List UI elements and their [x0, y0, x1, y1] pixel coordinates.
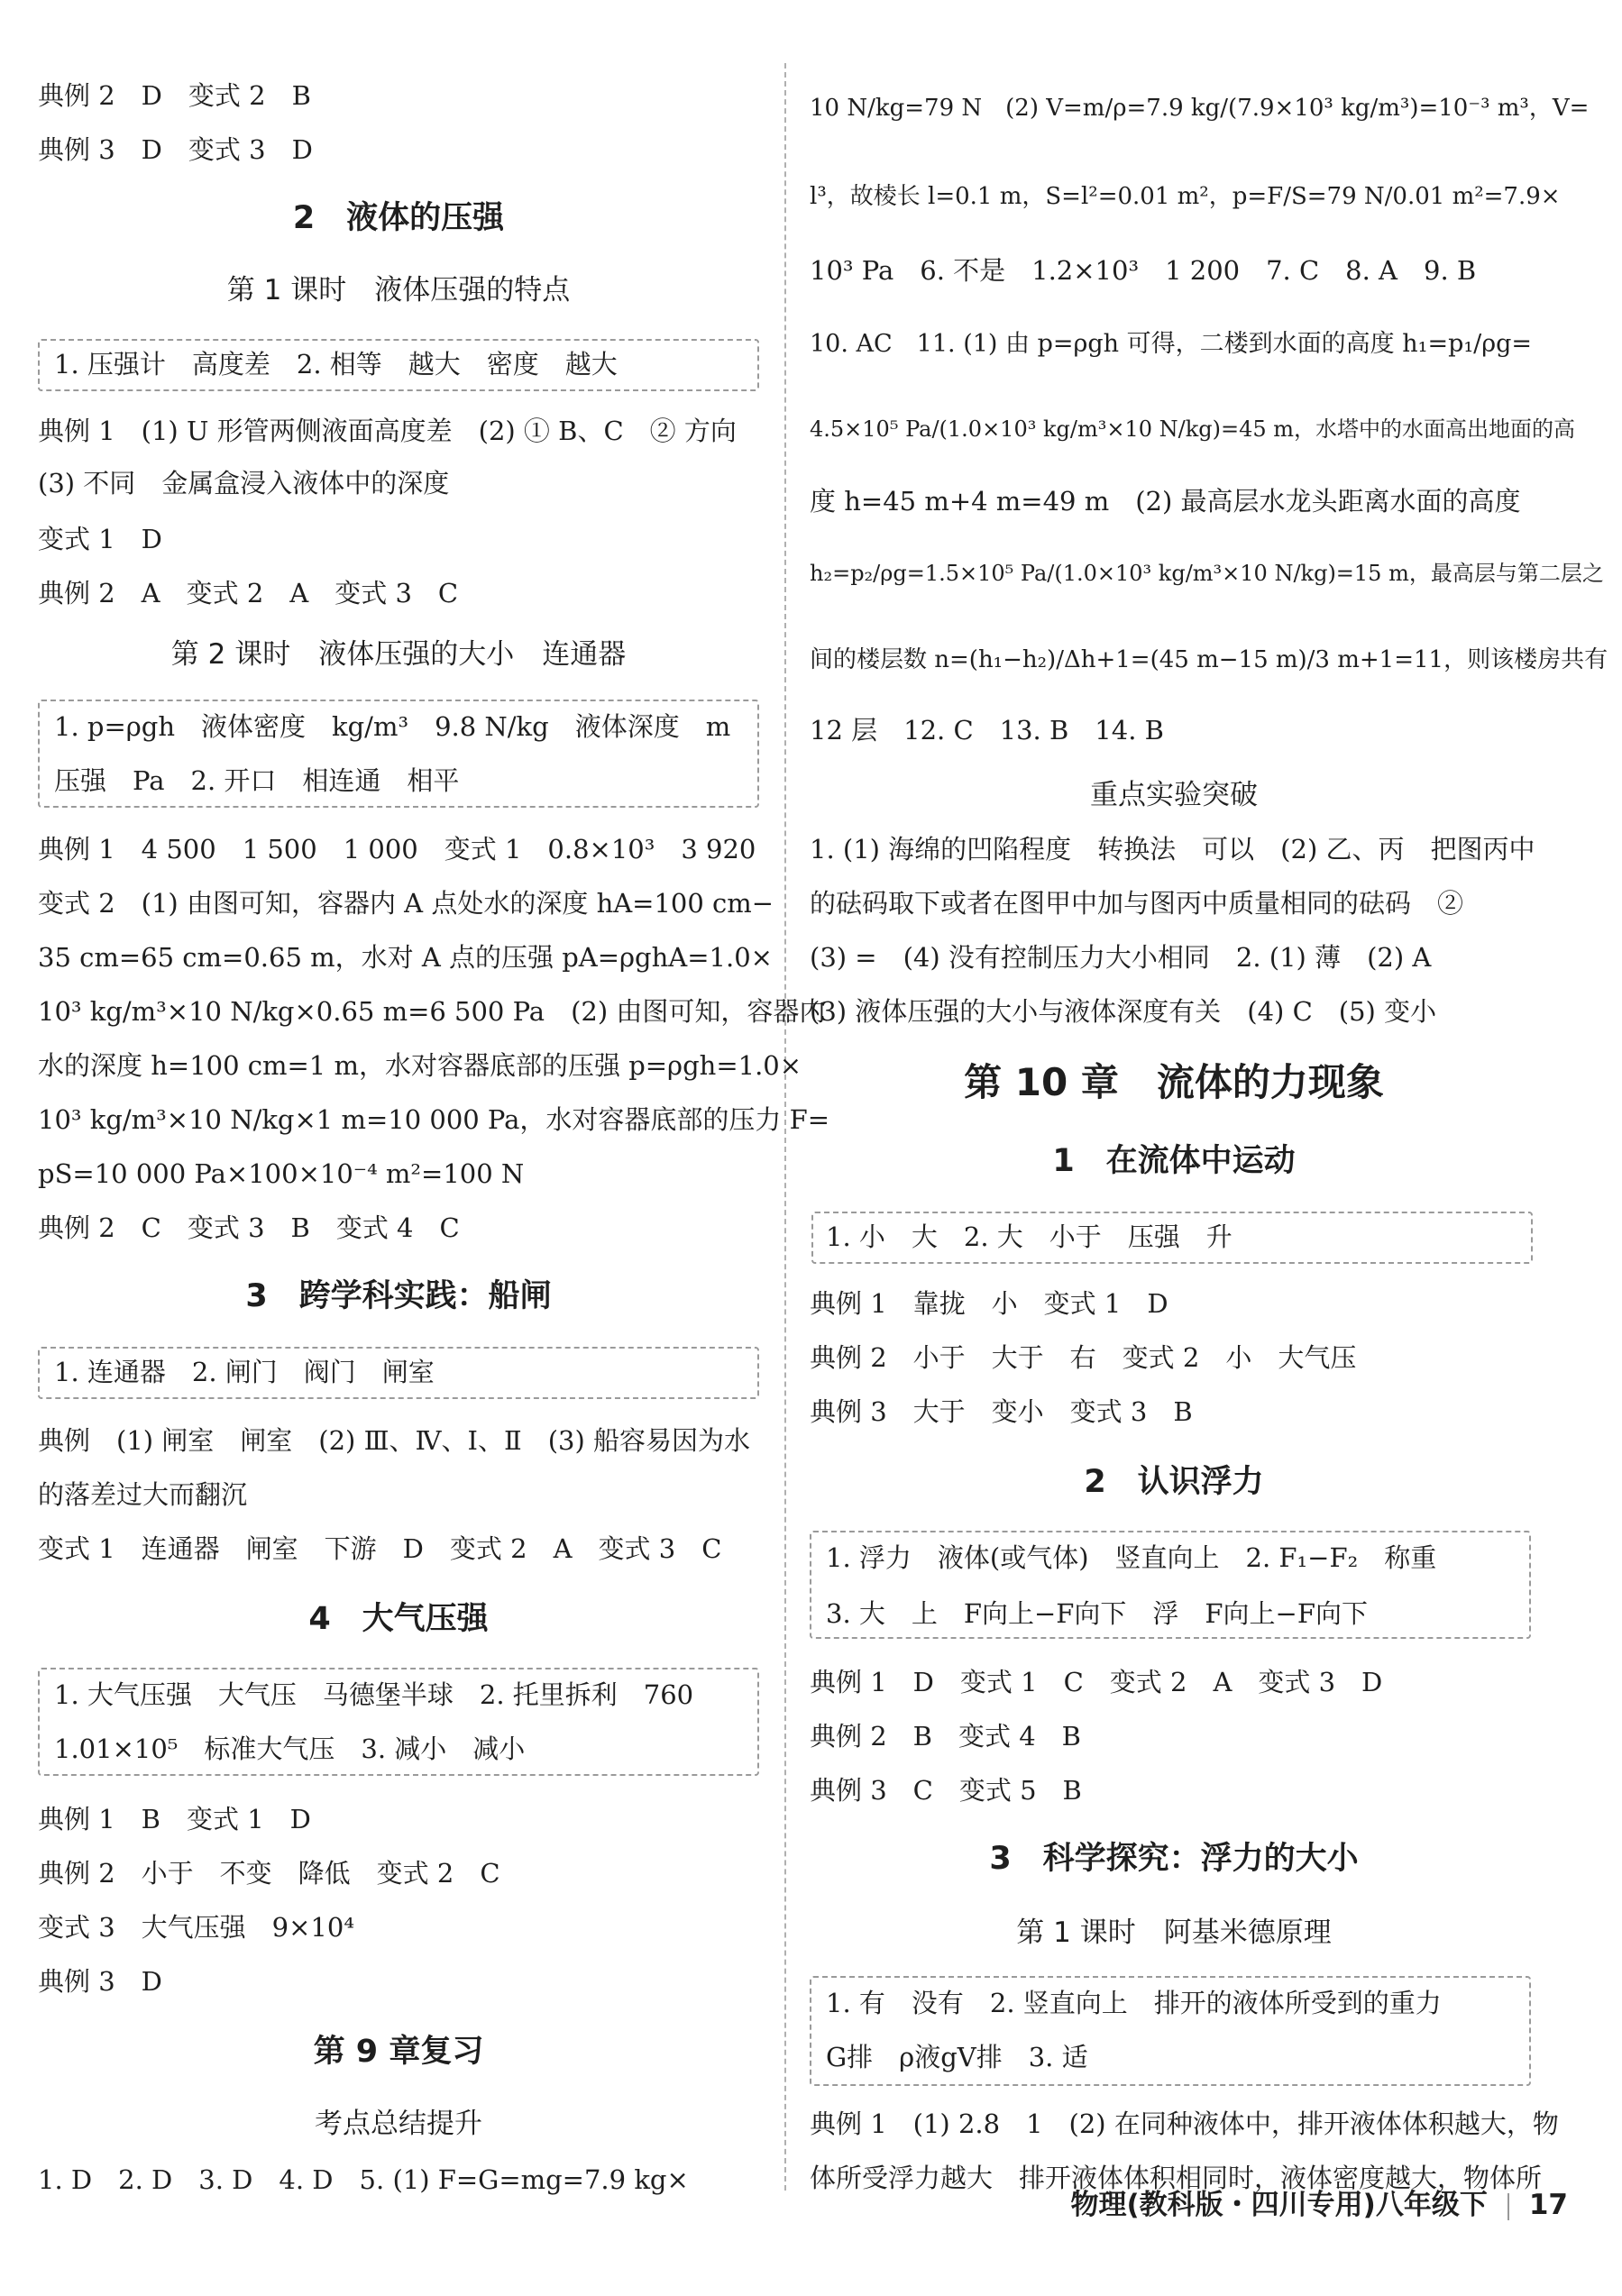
answer-line: 典例 3 D: [38, 1966, 162, 1997]
answer-line: 的落差过大而翻沉: [38, 1479, 248, 1510]
section-title: 3 科学探究：浮力的大小: [989, 1841, 1359, 1877]
book-title: 物理(教科版・四川专用)八年级下: [1070, 2189, 1488, 2221]
answer-line: (3) = (4) 没有控制压力大小相同 2. (1) 薄 (2) A: [810, 942, 1432, 973]
answer-line: 典例 1 (1) 2.8 1 (2) 在同种液体中，排开液体体积越大，物: [810, 2108, 1559, 2139]
answer-line: 变式 2 (1) 由图可知，容器内 A 点处水的深度 hA=100 cm−: [38, 888, 774, 919]
section-title: 4 大气压强: [308, 1601, 489, 1637]
answer-line: 12 层 12. C 13. B 14. B: [810, 715, 1164, 746]
answer-line: h₂=p₂/ρg=1.5×10⁵ Pa/(1.0×10³ kg/m³×10 N/kg)=15 m，最高层与第二层之: [810, 561, 1604, 586]
page-footer: [1071, 2182, 1568, 2222]
answer-line: 典例 1 靠拢 小 变式 1 D: [810, 1288, 1168, 1319]
answer-line: 35 cm=65 cm=0.65 m，水对 A 点的压强 pA=ρghA=1.0×: [38, 942, 773, 973]
answer-line: 典例 2 A 变式 2 A 变式 3 C: [38, 578, 459, 608]
lesson-title: 重点实验突破: [1090, 779, 1258, 811]
answer-line: 典例 3 C 变式 5 B: [810, 1775, 1082, 1806]
box-line: 3. 大 上 F向上−F向下 浮 F向上−F向下: [826, 1598, 1368, 1629]
answer-line: 典例 3 D 变式 3 D: [38, 134, 313, 165]
answer-line: 1. (1) 海绵的凹陷程度 转换法 可以 (2) 乙、丙 把图丙中: [810, 834, 1535, 864]
answer-line: 10 N/kg=79 N (2) V=m/ρ=7.9 kg/(7.9×10³ kg/m³)=10⁻³ m³，V=: [810, 95, 1590, 122]
answer-line: 水的深度 h=100 cm=1 m，水对容器底部的压强 p=ρgh=1.0×: [38, 1050, 802, 1081]
lesson-title: 第 1 课时 阿基米德原理: [1016, 1916, 1332, 1949]
section-title: 1 在流体中运动: [1052, 1143, 1296, 1179]
answer-line: 典例 2 C 变式 3 B 变式 4 C: [38, 1212, 460, 1243]
box-line: 1. p=ρgh 液体密度 kg/m³ 9.8 N/kg 液体深度 m: [54, 711, 731, 742]
answer-line: 典例 2 小于 大于 右 变式 2 小 大气压: [810, 1342, 1357, 1373]
answer-line: (3) 液体压强的大小与液体深度有关 (4) C (5) 变小: [810, 996, 1437, 1027]
footer-separator: [1507, 2193, 1509, 2220]
box-line: 1. 大气压强 大气压 马德堡半球 2. 托里拆利 760: [54, 1679, 694, 1710]
answer-line: 典例 2 D 变式 2 B: [38, 80, 311, 111]
page-number: 17: [1528, 2189, 1568, 2221]
answer-line: 典例 3 大于 变小 变式 3 B: [810, 1396, 1193, 1427]
box-line: 1.01×10⁵ 标准大气压 3. 减小 减小: [54, 1733, 526, 1764]
lesson-title: 考点总结提升: [315, 2108, 482, 2140]
box-line: 1. 浮力 液体(或气体) 竖直向上 2. F₁−F₂ 称重: [826, 1542, 1437, 1573]
answer-line: 4.5×10⁵ Pa/(1.0×10³ kg/m³×10 N/kg)=45 m，水塔中的水面高出地面的高: [810, 416, 1575, 442]
box-line: 1. 小 大 2. 大 小于 压强 升: [826, 1221, 1233, 1252]
box-line: 1. 连通器 2. 闸门 阀门 闸室: [54, 1357, 435, 1387]
answer-line: 典例 (1) 闸室 闸室 (2) Ⅲ、Ⅳ、Ⅰ、Ⅱ (3) 船容易因为水: [38, 1425, 750, 1456]
box-line: 压强 Pa 2. 开口 相连通 相平: [54, 765, 460, 796]
chapter-title: 第 10 章 流体的力现象: [964, 1060, 1384, 1104]
answer-line: 变式 1 连通器 闸室 下游 D 变式 2 A 变式 3 C: [38, 1533, 722, 1564]
answer-line: 变式 1 D: [38, 524, 162, 554]
answer-line: pS=10 000 Pa×100×10⁻⁴ m²=100 N: [38, 1158, 525, 1189]
answer-line: 1. D 2. D 3. D 4. D 5. (1) F=G=mg=7.9 kg×: [38, 2164, 689, 2195]
lesson-title: 第 1 课时 液体压强的特点: [226, 274, 571, 306]
answer-line: 典例 1 D 变式 1 C 变式 2 A 变式 3 D: [810, 1667, 1383, 1697]
lesson-title: 第 2 课时 液体压强的大小 连通器: [170, 638, 627, 671]
answer-line: (3) 不同 金属盒浸入液体中的深度: [38, 468, 450, 499]
answer-line: 体所受浮力越大 排开液体体积相同时，液体密度越大，物体所: [810, 2163, 1543, 2193]
answer-line: 变式 3 大气压强 9×10⁴: [38, 1912, 354, 1943]
answer-line: 10³ Pa 6. 不是 1.2×10³ 1 200 7. C 8. A 9. B: [810, 255, 1477, 286]
answer-line: 间的楼层数 n=(h₁−h₂)/Δh+1=(45 m−15 m)/3 m+1=11，则该楼房共有: [810, 646, 1608, 673]
box-line: G排 ρ液gV排 3. 适: [826, 2042, 1088, 2072]
answer-line: 10³ kg/m³×10 N/kg×1 m=10 000 Pa，水对容器底部的压力 F=: [38, 1104, 830, 1135]
section-title: 第 9 章复习: [313, 2034, 484, 2070]
answer-line: 10³ kg/m³×10 N/kg×0.65 m=6 500 Pa (2) 由图可知，容器内: [38, 996, 826, 1027]
answer-line: 10. AC 11. (1) 由 p=ρgh 可得，二楼到水面的高度 h₁=p₁/ρg=: [810, 330, 1533, 358]
box-line: 1. 压强计 高度差 2. 相等 越大 密度 越大: [54, 349, 618, 380]
answer-line: 典例 2 小于 不变 降低 变式 2 C: [38, 1858, 500, 1889]
section-title: 2 液体的压强: [292, 200, 505, 236]
answer-line: 典例 1 B 变式 1 D: [38, 1804, 311, 1834]
answer-line: 典例 1 4 500 1 500 1 000 变式 1 0.8×10³ 3 920: [38, 834, 756, 864]
section-title: 3 跨学科实践：船闸: [245, 1278, 552, 1314]
answer-line: 度 h=45 m+4 m=49 m (2) 最高层水龙头距离水面的高度: [810, 486, 1521, 517]
section-title: 2 认识浮力: [1084, 1464, 1264, 1500]
box-line: 1. 有 没有 2. 竖直向上 排开的液体所受到的重力: [826, 1988, 1442, 2018]
answer-line: 典例 1 (1) U 形管两侧液面高度差 (2) ① B、C ② 方向: [38, 416, 737, 446]
answer-line: 典例 2 B 变式 4 B: [810, 1721, 1081, 1752]
answer-line: 的砝码取下或者在图甲中加与图丙中质量相同的砝码 ②: [810, 888, 1464, 919]
answer-line: l³，故棱长 l=0.1 m，S=l²=0.01 m²，p=F/S=79 N/0.01 m²=7.9×: [810, 183, 1561, 210]
